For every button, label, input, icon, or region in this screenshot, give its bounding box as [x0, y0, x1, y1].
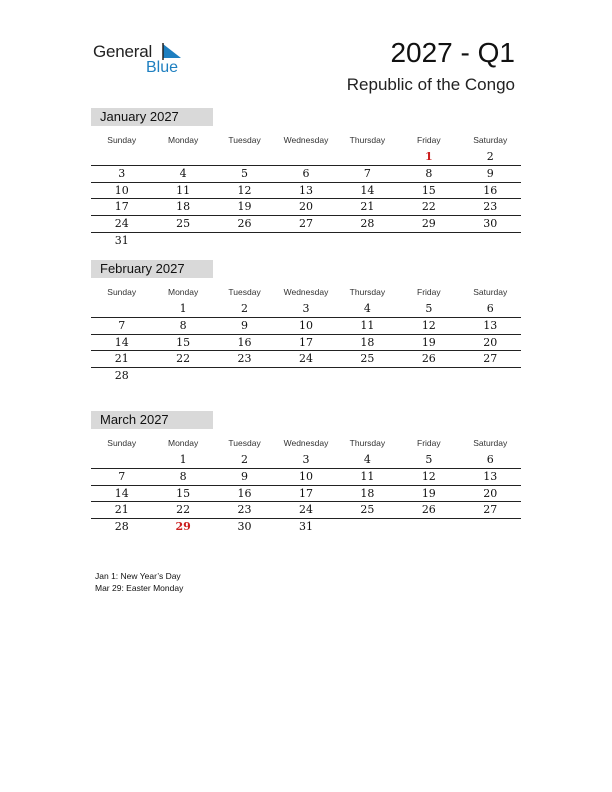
weekday-header	[91, 133, 521, 147]
weekday-label: Monday	[168, 438, 199, 448]
day-cell: 11	[176, 183, 191, 197]
weekday-label: Wednesday	[283, 438, 329, 448]
day-cell: 11	[360, 469, 375, 483]
empty-day-cell	[214, 368, 275, 385]
day-cell: 12	[237, 183, 252, 197]
empty-day-cell	[91, 149, 152, 165]
week-row	[91, 335, 521, 352]
weekday-label: Wednesday	[283, 287, 329, 297]
day-cell: 16	[237, 486, 252, 500]
day-cell: 13	[483, 469, 498, 483]
day-cell: 18	[360, 335, 375, 349]
weekday-header	[91, 436, 521, 450]
day-cell: 6	[486, 302, 494, 315]
day-cell: 19	[237, 200, 252, 214]
weekday-label: Thursday	[349, 438, 386, 448]
day-cell: 21	[360, 200, 375, 214]
holiday-note: Jan 1: New Year’s Day	[95, 571, 181, 581]
day-cell: 3	[302, 453, 310, 466]
day-cell: 8	[179, 469, 187, 483]
day-cell: 17	[114, 200, 129, 214]
day-cell: 7	[118, 318, 126, 332]
empty-day-cell	[91, 301, 152, 317]
logo-blue-text: Blue	[146, 59, 179, 76]
month-march	[91, 411, 521, 536]
day-cell: 14	[114, 335, 129, 349]
week-row	[91, 452, 521, 469]
day-cell: 8	[425, 166, 433, 180]
day-cell: 10	[298, 469, 313, 483]
week-row	[91, 351, 521, 368]
day-cell: 13	[298, 183, 313, 197]
weekday-label: Tuesday	[228, 438, 261, 448]
empty-day-cell	[460, 519, 521, 536]
day-cell: 13	[483, 318, 498, 332]
day-cell: 1	[179, 302, 187, 315]
weekday-label: Friday	[417, 438, 441, 448]
day-cell: 26	[237, 217, 252, 231]
day-cell: 3	[302, 302, 310, 315]
day-cell: 22	[421, 200, 436, 214]
empty-day-cell	[398, 233, 459, 250]
day-cell: 24	[298, 352, 313, 366]
empty-day-cell	[398, 368, 459, 385]
week-row	[91, 233, 521, 250]
page-title: 2027 - Q1	[390, 37, 515, 68]
holiday-notes	[95, 570, 183, 594]
month-label: March 2027	[91, 411, 213, 429]
empty-day-cell	[152, 149, 213, 165]
day-cell: 22	[176, 503, 191, 517]
day-cell: 19	[421, 335, 436, 349]
weekday-label: Saturday	[473, 135, 508, 145]
day-cell: 17	[298, 486, 313, 500]
week-row	[91, 368, 521, 385]
day-cell: 21	[114, 352, 129, 366]
day-cell: 25	[360, 503, 375, 517]
holiday-day-cell: 1	[424, 150, 433, 163]
week-row	[91, 469, 521, 486]
day-cell: 4	[179, 166, 187, 180]
day-cell: 16	[483, 183, 498, 197]
day-cell: 27	[483, 352, 498, 366]
empty-day-cell	[152, 233, 213, 250]
empty-day-cell	[337, 149, 398, 165]
week-row	[91, 166, 521, 183]
day-cell: 12	[421, 469, 436, 483]
country-name: Republic of the Congo	[346, 75, 515, 94]
week-row	[91, 486, 521, 503]
day-cell: 23	[483, 200, 498, 214]
day-cell: 23	[237, 503, 252, 517]
empty-day-cell	[398, 519, 459, 536]
weekday-label: Thursday	[349, 135, 386, 145]
weekday-label: Friday	[417, 135, 441, 145]
day-cell: 2	[241, 453, 249, 466]
day-cell: 18	[176, 200, 191, 214]
day-cell: 10	[298, 318, 313, 332]
day-cell: 29	[421, 217, 436, 231]
empty-day-cell	[275, 149, 336, 165]
day-cell: 28	[114, 369, 129, 383]
day-cell: 7	[118, 469, 126, 483]
day-cell: 23	[237, 352, 252, 366]
empty-day-cell	[460, 368, 521, 385]
day-cell: 11	[360, 318, 375, 332]
day-cell: 21	[114, 503, 129, 517]
empty-day-cell	[275, 233, 336, 250]
weekday-label: Friday	[417, 287, 441, 297]
weekday-label: Monday	[168, 135, 199, 145]
day-cell: 24	[114, 217, 129, 231]
week-row	[91, 519, 521, 536]
day-cell: 15	[421, 183, 436, 197]
day-cell: 24	[298, 503, 313, 517]
month-label: February 2027	[91, 260, 213, 278]
day-cell: 5	[241, 166, 249, 180]
empty-day-cell	[91, 452, 152, 468]
day-cell: 5	[425, 302, 433, 315]
day-cell: 1	[179, 453, 187, 466]
empty-day-cell	[214, 233, 275, 250]
day-cell: 27	[483, 503, 498, 517]
weekday-label: Sunday	[107, 438, 137, 448]
week-row	[91, 183, 521, 200]
generalblue-logo	[93, 40, 193, 80]
day-cell: 31	[298, 520, 313, 534]
week-row	[91, 149, 521, 166]
day-cell: 20	[298, 200, 313, 214]
empty-day-cell	[275, 368, 336, 385]
day-cell: 28	[114, 520, 129, 534]
day-cell: 16	[237, 335, 252, 349]
month-grid	[91, 149, 521, 250]
day-cell: 5	[425, 453, 433, 466]
day-cell: 14	[360, 183, 375, 197]
day-cell: 27	[298, 217, 313, 231]
day-cell: 30	[483, 217, 498, 231]
weekday-label: Sunday	[107, 135, 137, 145]
day-cell: 31	[114, 233, 129, 247]
day-cell: 19	[421, 486, 436, 500]
month-grid	[91, 301, 521, 385]
day-cell: 8	[179, 318, 187, 332]
empty-day-cell	[337, 519, 398, 536]
day-cell: 17	[298, 335, 313, 349]
weekday-label: Tuesday	[228, 135, 261, 145]
weekday-label: Monday	[168, 287, 199, 297]
day-cell: 12	[421, 318, 436, 332]
day-cell: 9	[241, 318, 249, 332]
month-january	[91, 108, 521, 250]
day-cell: 25	[176, 217, 191, 231]
day-cell: 28	[360, 217, 375, 231]
week-row	[91, 216, 521, 233]
day-cell: 26	[421, 352, 436, 366]
weekday-label: Thursday	[349, 287, 386, 297]
month-february	[91, 260, 521, 385]
week-row	[91, 318, 521, 335]
weekday-label: Saturday	[473, 438, 508, 448]
day-cell: 7	[363, 166, 371, 180]
day-cell: 14	[114, 486, 129, 500]
holiday-day-cell: 29	[175, 520, 191, 534]
weekday-label: Saturday	[473, 287, 508, 297]
weekday-label: Tuesday	[228, 287, 261, 297]
day-cell: 20	[483, 486, 498, 500]
day-cell: 26	[421, 503, 436, 517]
weekday-header	[91, 285, 521, 299]
empty-day-cell	[152, 368, 213, 385]
empty-day-cell	[460, 233, 521, 250]
day-cell: 6	[302, 166, 310, 180]
day-cell: 9	[486, 166, 494, 180]
holiday-note: Mar 29: Easter Monday	[95, 583, 184, 593]
empty-day-cell	[337, 233, 398, 250]
week-row	[91, 502, 521, 519]
day-cell: 6	[486, 453, 494, 466]
day-cell: 2	[241, 302, 249, 315]
day-cell: 22	[176, 352, 191, 366]
weekday-label: Sunday	[107, 287, 137, 297]
empty-day-cell	[337, 368, 398, 385]
week-row	[91, 199, 521, 216]
empty-day-cell	[214, 149, 275, 165]
day-cell: 3	[118, 166, 126, 180]
month-label: January 2027	[91, 108, 213, 126]
day-cell: 4	[363, 302, 371, 315]
day-cell: 20	[483, 335, 498, 349]
logo-general-text: General	[93, 42, 153, 61]
day-cell: 18	[360, 486, 375, 500]
weekday-label: Wednesday	[283, 135, 329, 145]
day-cell: 25	[360, 352, 375, 366]
day-cell: 4	[363, 453, 371, 466]
day-cell: 30	[237, 520, 252, 534]
day-cell: 9	[241, 469, 249, 483]
month-grid	[91, 452, 521, 536]
day-cell: 2	[486, 150, 494, 163]
day-cell: 15	[176, 486, 191, 500]
day-cell: 10	[114, 183, 129, 197]
day-cell: 15	[176, 335, 191, 349]
week-row	[91, 301, 521, 318]
